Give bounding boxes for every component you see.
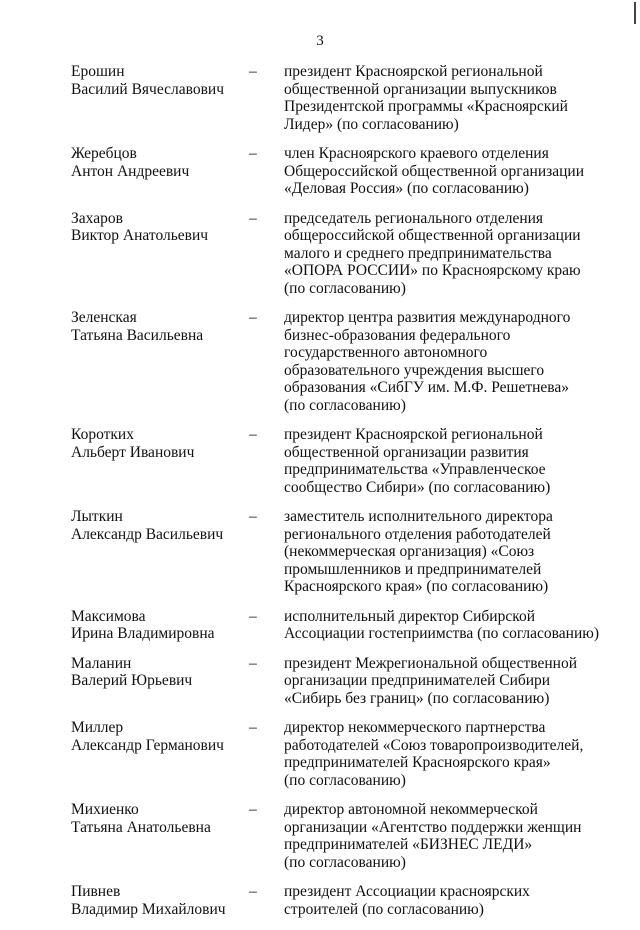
- position-line: исполнительный директор Сибирской: [284, 607, 535, 625]
- member-given-names: Валерий Юрьевич: [71, 672, 193, 689]
- position-line: государственного автономного: [284, 344, 488, 361]
- position-line: малого и среднего предпринимательства: [284, 244, 552, 262]
- member-given-names: Александр Васильевич: [71, 525, 224, 543]
- member-position: [284, 426, 584, 496]
- member-given-names: Василий Вячеславович: [71, 80, 224, 98]
- position-line: «Сибирь без границ» (по согласованию): [284, 689, 550, 707]
- separator-dash: –: [249, 801, 257, 818]
- position-line: президент Ассоциации красноярских: [284, 883, 530, 900]
- position-line: образования «СибГУ им. М.Ф. Решетнева»: [284, 379, 570, 396]
- member-entry: [0, 883, 640, 918]
- member-given-names: Татьяна Васильевна: [71, 326, 204, 344]
- position-line: председатель регионального отделения: [284, 209, 544, 227]
- separator-dash: –: [249, 63, 257, 80]
- position-line: президент Межрегиональной общественной: [284, 654, 578, 672]
- member-name: [71, 719, 246, 754]
- member-given-names: Татьяна Анатольевна: [71, 818, 211, 836]
- position-line: директор некоммерческого партнерства: [284, 719, 546, 736]
- member-entry: [0, 309, 640, 414]
- member-surname: Маланин: [71, 654, 132, 672]
- position-line: директор центра развития международного: [284, 309, 571, 326]
- member-given-names: Альберт Иванович: [71, 443, 195, 461]
- position-line: общественной организации развития: [284, 443, 529, 461]
- scan-edge-mark: [634, 2, 636, 24]
- position-line: строителей (по согласованию): [284, 900, 484, 918]
- member-given-names: Антон Андреевич: [71, 162, 190, 180]
- position-line: предпринимателей «БИЗНЕС ЛЕДИ»: [284, 836, 533, 853]
- position-line: президент Красноярской региональной: [284, 63, 543, 80]
- position-line: бизнес-образования федерального: [284, 326, 511, 344]
- member-entry: [0, 145, 640, 198]
- position-line: общероссийской общественной организации: [284, 227, 581, 244]
- position-line: организации «Агентство поддержки женщин: [284, 818, 582, 836]
- position-line: Красноярского края» (по согласованию): [284, 578, 549, 595]
- member-entry: [0, 801, 640, 871]
- member-list: [0, 63, 640, 930]
- position-line: (по согласованию): [284, 396, 406, 414]
- separator-dash: –: [249, 883, 257, 900]
- position-line: заместитель исполнительного директора: [284, 508, 553, 525]
- member-entry: [0, 655, 640, 708]
- separator-dash: –: [249, 209, 257, 227]
- member-surname: Михиенко: [71, 801, 139, 818]
- member-position: [284, 508, 584, 596]
- position-line: «ОПОРА РОССИИ» по Красноярскому краю: [284, 262, 581, 279]
- position-line: предпринимателей Красноярского края»: [284, 754, 551, 771]
- position-line: Общероссийской общественной организации: [284, 162, 584, 180]
- member-name: [71, 426, 246, 461]
- member-position: [284, 801, 584, 871]
- member-name: [71, 655, 246, 690]
- member-surname: Коротких: [71, 426, 134, 443]
- separator-dash: –: [249, 654, 257, 672]
- member-given-names: Виктор Анатольевич: [71, 227, 209, 244]
- member-name: [71, 508, 246, 543]
- member-name: [71, 63, 246, 98]
- position-line: общественной организации выпускников: [284, 80, 557, 98]
- separator-dash: –: [249, 719, 257, 736]
- member-name: [71, 309, 246, 344]
- member-position: [284, 63, 584, 133]
- member-surname: Захаров: [71, 209, 123, 227]
- position-line: президент Красноярской региональной: [284, 426, 543, 443]
- member-position: [284, 309, 584, 414]
- member-name: [71, 145, 246, 180]
- member-entry: [0, 719, 640, 789]
- page-number: 3: [316, 33, 324, 49]
- position-line: Лидер» (по согласованию): [284, 115, 459, 133]
- position-line: (по согласованию): [284, 279, 406, 297]
- member-given-names: Ирина Владимировна: [71, 625, 215, 642]
- member-name: [71, 883, 246, 918]
- position-line: образовательного учреждения высшего: [284, 361, 545, 379]
- position-line: организации предпринимателей Сибири: [284, 672, 551, 689]
- member-position: [284, 210, 584, 298]
- member-surname: Максимова: [71, 607, 146, 625]
- member-surname: Миллер: [71, 719, 124, 736]
- member-entry: [0, 426, 640, 496]
- member-name: [71, 801, 246, 836]
- separator-dash: –: [249, 145, 257, 162]
- member-surname: Зеленская: [71, 309, 137, 326]
- member-given-names: Александр Германович: [71, 736, 224, 754]
- position-line: директор автономной некоммерческой: [284, 801, 538, 818]
- member-entry: [0, 608, 640, 643]
- position-line: сообщество Сибири» (по согласованию): [284, 478, 551, 496]
- position-line: Ассоциации гостеприимства (по согласованию): [284, 625, 600, 642]
- member-position: [284, 655, 584, 708]
- member-name: [71, 608, 246, 643]
- member-surname: Лыткин: [71, 508, 123, 525]
- position-line: регионального отделения работодателей: [284, 525, 551, 543]
- position-line: предпринимательства «Управленческое: [284, 461, 546, 478]
- position-line: промышленников и предпринимателей: [284, 560, 542, 578]
- member-position: [284, 883, 584, 918]
- member-surname: Жеребцов: [71, 145, 137, 162]
- separator-dash: –: [249, 309, 257, 326]
- member-position: [284, 607, 600, 643]
- separator-dash: –: [249, 607, 257, 625]
- position-line: член Красноярского краевого отделения: [284, 145, 549, 162]
- position-line: работодателей «Союз товаропроизводителей,: [284, 736, 584, 754]
- member-entry: [0, 63, 640, 133]
- separator-dash: –: [249, 508, 257, 525]
- member-position: [284, 145, 584, 198]
- position-line: (некоммерческая организация) «Союз: [284, 543, 535, 560]
- position-line: (по согласованию): [284, 853, 406, 871]
- member-surname: Ерошин: [71, 63, 125, 80]
- member-name: [71, 210, 246, 245]
- separator-dash: –: [249, 426, 257, 443]
- position-line: (по согласованию): [284, 771, 406, 789]
- member-surname: Пивнев: [71, 883, 121, 900]
- member-position: [284, 719, 584, 789]
- member-given-names: Владимир Михайлович: [71, 900, 226, 918]
- position-line: «Деловая Россия» (по согласованию): [284, 180, 529, 197]
- position-line: Президентской программы «Красноярский: [284, 98, 568, 115]
- member-entry: [0, 210, 640, 298]
- member-entry: [0, 508, 640, 596]
